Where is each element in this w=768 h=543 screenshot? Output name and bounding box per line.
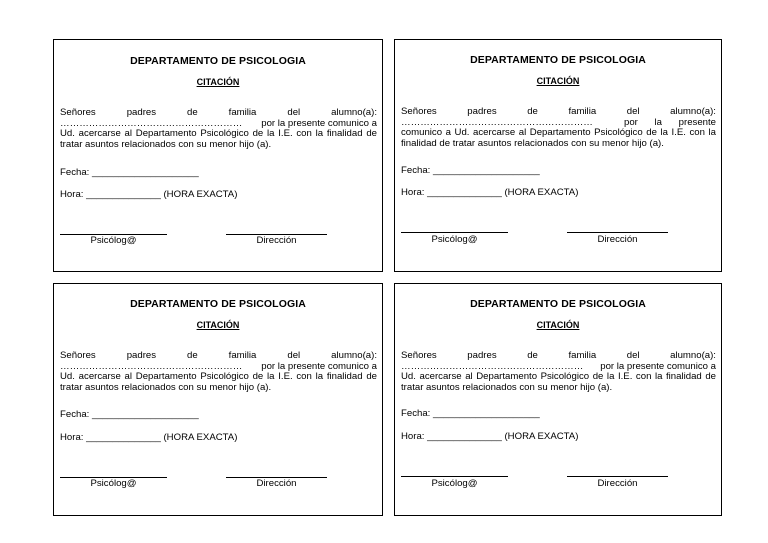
signature-label-direccion: Dirección xyxy=(597,234,638,245)
citation-card-1 xyxy=(53,39,383,272)
card-title: DEPARTAMENTO DE PSICOLOGIA xyxy=(470,298,646,310)
word: del xyxy=(626,106,640,117)
word: padres xyxy=(467,350,497,361)
hora-field: Hora: ______________ (HORA EXACTA) xyxy=(401,431,579,442)
signature-line-psicologo xyxy=(401,232,508,233)
fecha-field: Fecha: ____________________ xyxy=(401,165,540,176)
body-line-1 xyxy=(401,351,716,362)
citation-card-4 xyxy=(394,283,722,516)
line2-text: por la presente comunico a xyxy=(600,360,716,372)
signature-label-direccion: Dirección xyxy=(256,478,297,489)
card-subtitle: CITACIÓN xyxy=(536,320,580,330)
body-line-1 xyxy=(60,108,377,119)
word: familia xyxy=(228,350,257,361)
signature-line-direccion xyxy=(567,476,668,477)
word: de xyxy=(187,107,198,118)
word: alumno(a): xyxy=(670,106,716,117)
word: de xyxy=(527,350,538,361)
card-subtitle: CITACIÓN xyxy=(196,320,240,330)
hora-field: Hora: ______________ (HORA EXACTA) xyxy=(60,432,238,443)
word: Señores xyxy=(401,350,437,361)
citation-card-3 xyxy=(53,283,383,516)
body-rest: Ud. acercarse al Departamento Psicológico de la I.E. con la finalidad de tratar asuntos relacionados con su menor hijo (a). xyxy=(60,371,377,393)
dotted-blank: ………………………………………………… xyxy=(60,360,243,372)
signature-label-psicologo: Psicólog@ xyxy=(90,478,137,489)
body-line-1 xyxy=(401,107,716,118)
word: familia xyxy=(228,107,257,118)
card-body xyxy=(60,351,377,393)
fecha-field: Fecha: ____________________ xyxy=(60,409,199,420)
word: de xyxy=(187,350,198,361)
body-rest: Ud. acercarse al Departamento Psicológico de la I.E. con la finalidad de tratar asuntos relacionados con su menor hijo (a). xyxy=(401,371,716,393)
card-title: DEPARTAMENTO DE PSICOLOGIA xyxy=(130,55,306,67)
fecha-field: Fecha: ____________________ xyxy=(60,167,199,178)
card-body xyxy=(401,107,716,149)
citation-card-2 xyxy=(394,39,722,272)
card-subtitle: CITACIÓN xyxy=(536,76,580,86)
word: familia xyxy=(568,350,597,361)
body-line-1 xyxy=(60,351,377,362)
word: de xyxy=(527,106,538,117)
word: padres xyxy=(467,106,497,117)
fecha-field: Fecha: ____________________ xyxy=(401,408,540,419)
signature-label-psicologo: Psicólog@ xyxy=(90,235,137,246)
line2-text: por la presente comunico a xyxy=(261,360,377,372)
signature-line-direccion xyxy=(567,232,668,233)
word: alumno(a): xyxy=(670,350,716,361)
signature-label-psicologo: Psicólog@ xyxy=(431,234,478,245)
dotted-blank: ………………………………………………… xyxy=(60,117,243,129)
card-body xyxy=(60,108,377,150)
word: Señores xyxy=(60,350,96,361)
word: alumno(a): xyxy=(331,350,377,361)
word: del xyxy=(287,350,301,361)
signature-label-direccion: Dirección xyxy=(256,235,297,246)
line2-text: por la presente comunico a xyxy=(261,117,377,129)
word: del xyxy=(626,350,640,361)
body-rest: Ud. acercarse al Departamento Psicológico de la I.E. con la finalidad de tratar asuntos relacionados con su menor hijo (a). xyxy=(60,128,377,150)
body-rest: comunico a Ud. acercarse al Departamento Psicológico de la I.E. con la finalidad de tratar asuntos relacionados con su menor hijo (a). xyxy=(401,127,716,149)
card-title: DEPARTAMENTO DE PSICOLOGIA xyxy=(470,54,646,66)
dotted-blank: …………………………………………………… xyxy=(401,116,593,128)
dotted-blank: ………………………………………………… xyxy=(401,360,584,372)
word: alumno(a): xyxy=(331,107,377,118)
word: padres xyxy=(126,350,157,361)
signature-label-psicologo: Psicólog@ xyxy=(431,478,478,489)
card-title: DEPARTAMENTO DE PSICOLOGIA xyxy=(130,298,306,310)
hora-field: Hora: ______________ (HORA EXACTA) xyxy=(401,187,579,198)
word: familia xyxy=(568,106,597,117)
card-body xyxy=(401,351,716,393)
signature-label-direccion: Dirección xyxy=(597,478,638,489)
word: Señores xyxy=(401,106,437,117)
word: del xyxy=(287,107,301,118)
word: Señores xyxy=(60,107,96,118)
line2-text: por la presente xyxy=(624,116,716,128)
hora-field: Hora: ______________ (HORA EXACTA) xyxy=(60,189,238,200)
signature-line-psicologo xyxy=(401,476,508,477)
card-subtitle: CITACIÓN xyxy=(196,77,240,87)
word: padres xyxy=(126,107,157,118)
